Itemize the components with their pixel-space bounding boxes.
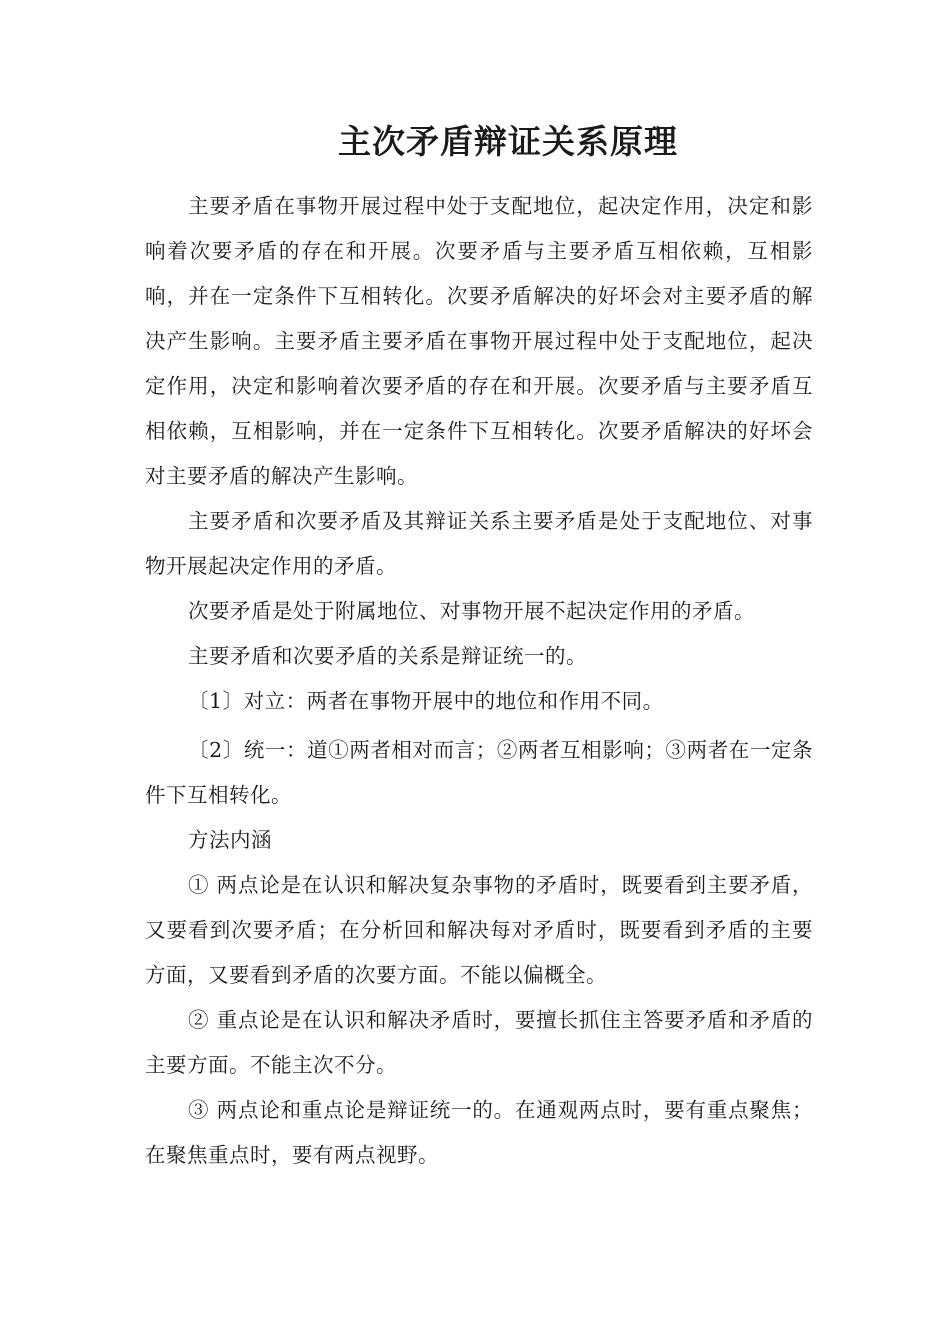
document-body [145,184,813,1178]
document-title: 主次矛盾辩证关系原理 [338,122,678,161]
paragraph-key-point-theory: ② 重点论是在认识和解决矛盾时，要擅长抓住主答要矛盾和矛盾的主要方面。不能主次不分。 [145,1008,813,1077]
section-heading-method: 方法内涵 [188,828,273,852]
paragraph-dialectical-relation: 主要矛盾和次要矛盾及其辩证关系主要矛盾是处于支配地位、对事物开展起决定作用的矛盾。 [145,509,813,578]
paragraph-unity-points: 〔2〕统一：道①两者相对而言；②两者互相影响；③两者在一定条件下互相转化。 [145,738,813,807]
paragraph-unity: 主要矛盾和次要矛盾的关系是辩证统一的。 [188,644,588,668]
paragraph-opposition: 〔1〕对立：两者在事物开展中的地位和作用不同。 [188,689,664,713]
paragraph-two-point-theory: ① 两点论是在认识和解决复杂事物的矛盾时，既要看到主要矛盾，又要看到次要矛盾；在分析回和解决每对矛盾时，既要看到矛盾的主要方面，又要看到矛盾的次要方面。不能以偏概全。 [145,873,813,987]
paragraph-unity-of-theories: ③ 两点论和重点论是辩证统一的。在通观两点时，要有重点聚焦；在聚焦重点时，要有两点视野。 [145,1098,813,1167]
paragraph-main-contradiction: 主要矛盾在事物开展过程中处于支配地位，起决定作用，决定和影响着次要矛盾的存在和开展。次要矛盾与主要矛盾互相依赖，互相影响，并在一定条件下互相转化。次要矛盾解决的好坏会对主要矛盾的解决产生影响。主要矛盾主要矛盾在事物开展过程中处于支配地位，起决定作用，决定和影响着次要矛盾的存在和开展。次要矛盾与主要矛盾互相依赖，互相影响，并在一定条件下互相转化。次要矛盾解决的好坏会对主要矛盾的解决产生影响。 [145,194,813,488]
paragraph-secondary-contradiction: 次要矛盾是处于附属地位、对事物开展不起决定作用的矛盾。 [188,599,756,623]
